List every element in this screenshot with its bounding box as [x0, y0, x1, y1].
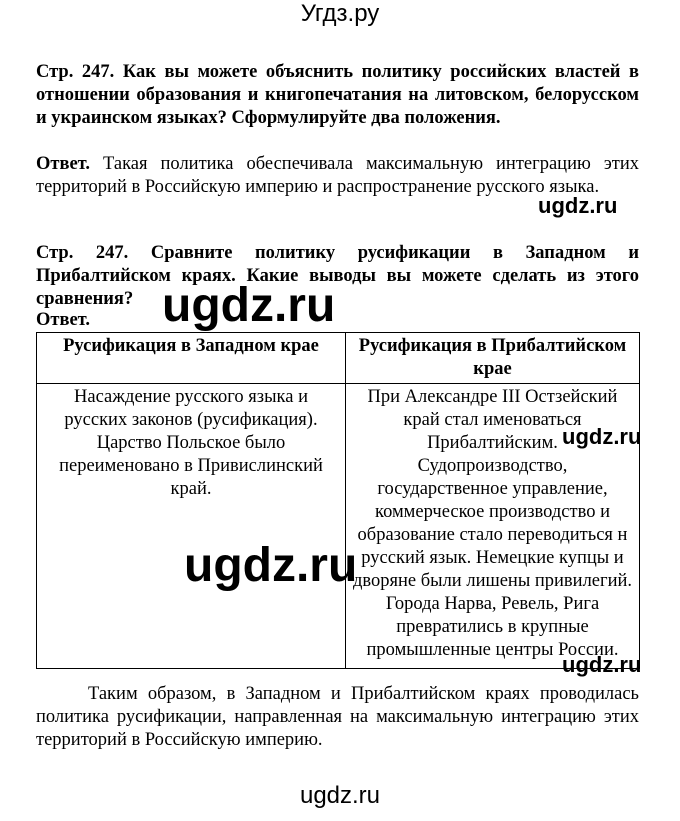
- watermark-large: ugdz.ru: [184, 539, 358, 592]
- table-header-baltic: Русификация в Прибалтийском крае: [346, 333, 640, 384]
- question-1: Стр. 247. Как вы можете объяснить политику российских властей в отношении образования и книгопечатания на литовском, белорусском и украинском языках? Сформулируйте два положения.: [36, 62, 639, 128]
- conclusion-paragraph: Таким образом, в Западном и Прибалтийском краях проводилась политика русификации, направленная на максимальную интеграцию этих территорий в Российскую империю.: [36, 684, 639, 750]
- answer-1-text: Такая политика обеспечивала максимальную интеграцию этих территорий в Российскую империю и распространение русского языка.: [36, 154, 639, 197]
- footer-watermark: ugdz.ru: [299, 782, 381, 809]
- watermark-small: ugdz.ru: [562, 652, 642, 677]
- answer-2-label: Ответ.: [36, 310, 91, 330]
- table-cell-baltic: При Александре III Остзейский край стал именоваться Прибалтийским. Судопроизводство, государственное управление, коммерческое производство и образование стало переводиться н русский язык. Немецкие купцы и дворяне были лишены привилегий. Города Нарва, Ревель, Рига превратились в крупные промышленные центры России.: [346, 384, 640, 669]
- table-row: [37, 384, 640, 669]
- table-header-west: Русификация в Западном крае: [37, 333, 346, 384]
- watermark-large: ugdz.ru: [162, 279, 336, 332]
- table-cell-west: Насаждение русского языка и русских законов (русификация). Царство Польское было переименовано в Привислинский край.: [37, 384, 346, 669]
- question-2: Стр. 247. Сравните политику русификации в Западном и Прибалтийском краях. Какие выводы вы можете сделать из этого сравнения?: [36, 243, 639, 309]
- comparison-table: [36, 332, 640, 669]
- answer-1-label: Ответ.: [36, 154, 91, 174]
- header-watermark: Угдз.ру: [300, 0, 380, 27]
- table-header-row: [37, 333, 640, 384]
- watermark-small: ugdz.ru: [538, 193, 618, 218]
- watermark-small: ugdz.ru: [562, 424, 642, 449]
